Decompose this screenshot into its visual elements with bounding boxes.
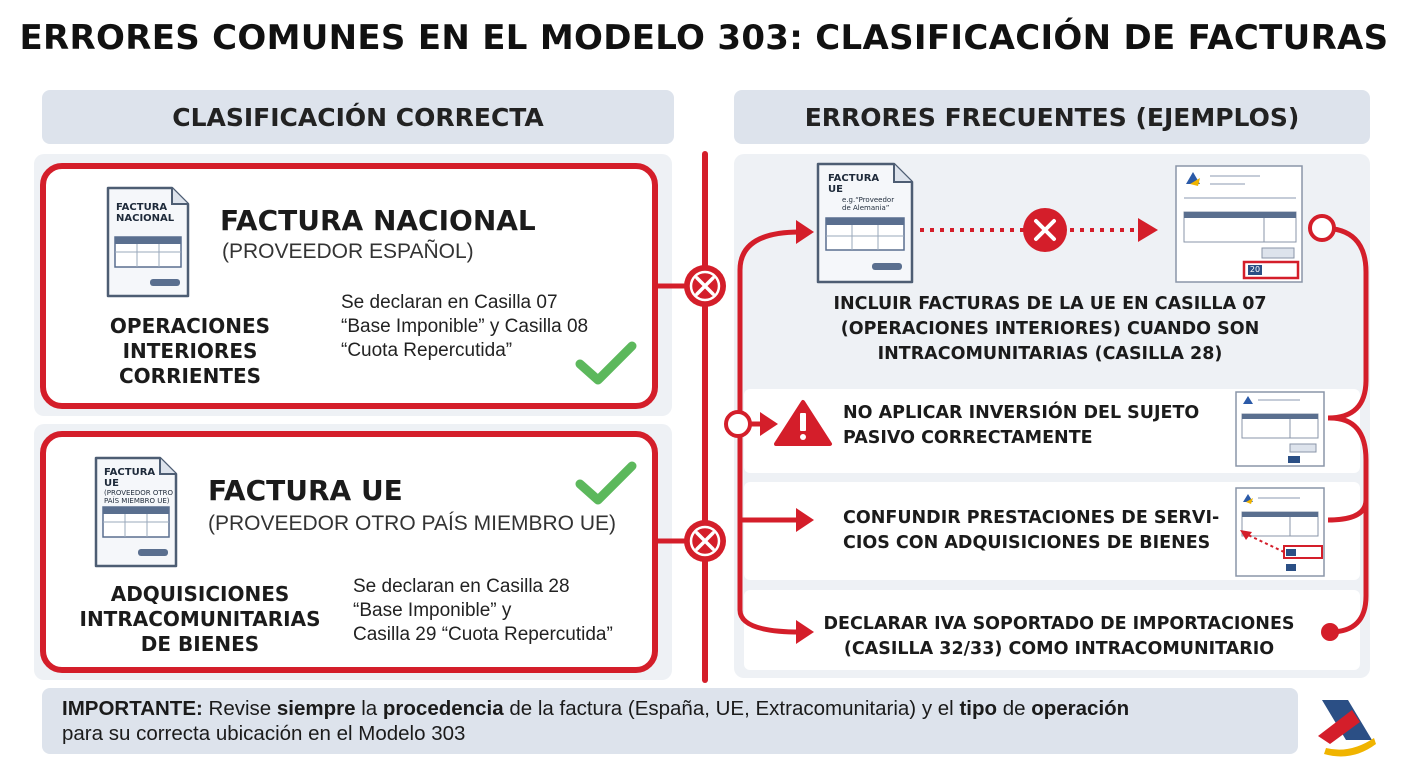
ue-title: FACTURA UE (208, 474, 403, 507)
tax-form-icon (1176, 166, 1302, 282)
error-3-text: CONFUNDIR PRESTACIONES DE SERVI- CIOS CON ADQUISICIONES DE BIENES (843, 508, 1220, 553)
nacional-description: Se declaran en Casilla 07 “Base Imponible” y Casilla 08 “Cuota Repercutida” (341, 292, 589, 361)
nacional-title: FACTURA NACIONAL (220, 204, 536, 237)
page-title: ERRORES COMUNES EN EL MODELO 303: CLASIFICACIÓN DE FACTURAS (19, 18, 1389, 58)
warning-triangle-icon (776, 402, 830, 444)
error-1-text: INCLUIR FACTURAS DE LA UE EN CASILLA 07 (OPERACIONES INTERIORES) CUANDO SON INTRACOMUNITARIAS (CASILLA 28) (833, 294, 1267, 364)
error-1-doc-sublabel: e.g.“Proveedor de Alemania” (842, 196, 895, 212)
dotted-arrow-head (1138, 218, 1158, 242)
error-1-doc-label: FACTURA UE (828, 173, 880, 195)
left-column-header: CLASIFICACIÓN CORRECTA (42, 90, 674, 144)
ue-doc-sublabel: (PROVEEDOR OTRO PAÍS MIEMBRO UE) (104, 489, 173, 505)
error-2-text: NO APLICAR INVERSIÓN DEL SUJETO PASIVO CORRECTAMENTE (843, 403, 1200, 448)
agency-logo-icon (1318, 700, 1376, 756)
right-flow-line-2 (1328, 418, 1366, 520)
arrow-to-error-2 (760, 412, 778, 436)
ue-category: ADQUISICIONES INTRACOMUNITARIAS DE BIENES (79, 582, 321, 656)
ue-description: Se declaran en Casilla 28 “Base Imponible” y Casilla 29 “Cuota Repercutida” (353, 576, 613, 645)
nacional-subtitle: (PROVEEDOR ESPAÑOL) (222, 240, 474, 263)
right-column-header: ERRORES FRECUENTES (EJEMPLOS) (734, 90, 1370, 144)
ue-subtitle: (PROVEEDOR OTRO PAÍS MIEMBRO UE) (208, 512, 616, 535)
error-4-text: DECLARAR IVA SOPORTADO DE IMPORTACIONES (CASILLA 32/33) COMO INTRACOMUNITARIO (823, 614, 1295, 659)
nacional-doc-label: FACTURA NACIONAL (116, 202, 175, 224)
flow-node (1310, 216, 1334, 240)
arrow-to-error-1 (796, 220, 814, 244)
flow-node (1321, 623, 1339, 641)
arrow-to-error-3 (796, 508, 814, 532)
right-flow-line (1322, 228, 1366, 418)
error-x-icon (684, 265, 726, 307)
important-note: IMPORTANTE: Revise siempre la procedencia de la factura (España, UE, Extracomunitaria) y el tipo de operación para su correcta ubicación en el Modelo 303 (42, 688, 1298, 754)
error-x-icon (1023, 208, 1067, 252)
tax-form-icon (1236, 392, 1324, 466)
ue-doc-label: FACTURA UE (104, 467, 156, 489)
tax-form-icon (1236, 488, 1324, 576)
flow-node (726, 412, 750, 436)
nacional-category: OPERACIONES INTERIORES CORRIENTES (109, 314, 271, 388)
error-1-form-box-value: 20 (1249, 265, 1261, 274)
error-x-icon (684, 520, 726, 562)
check-icon (580, 466, 632, 500)
